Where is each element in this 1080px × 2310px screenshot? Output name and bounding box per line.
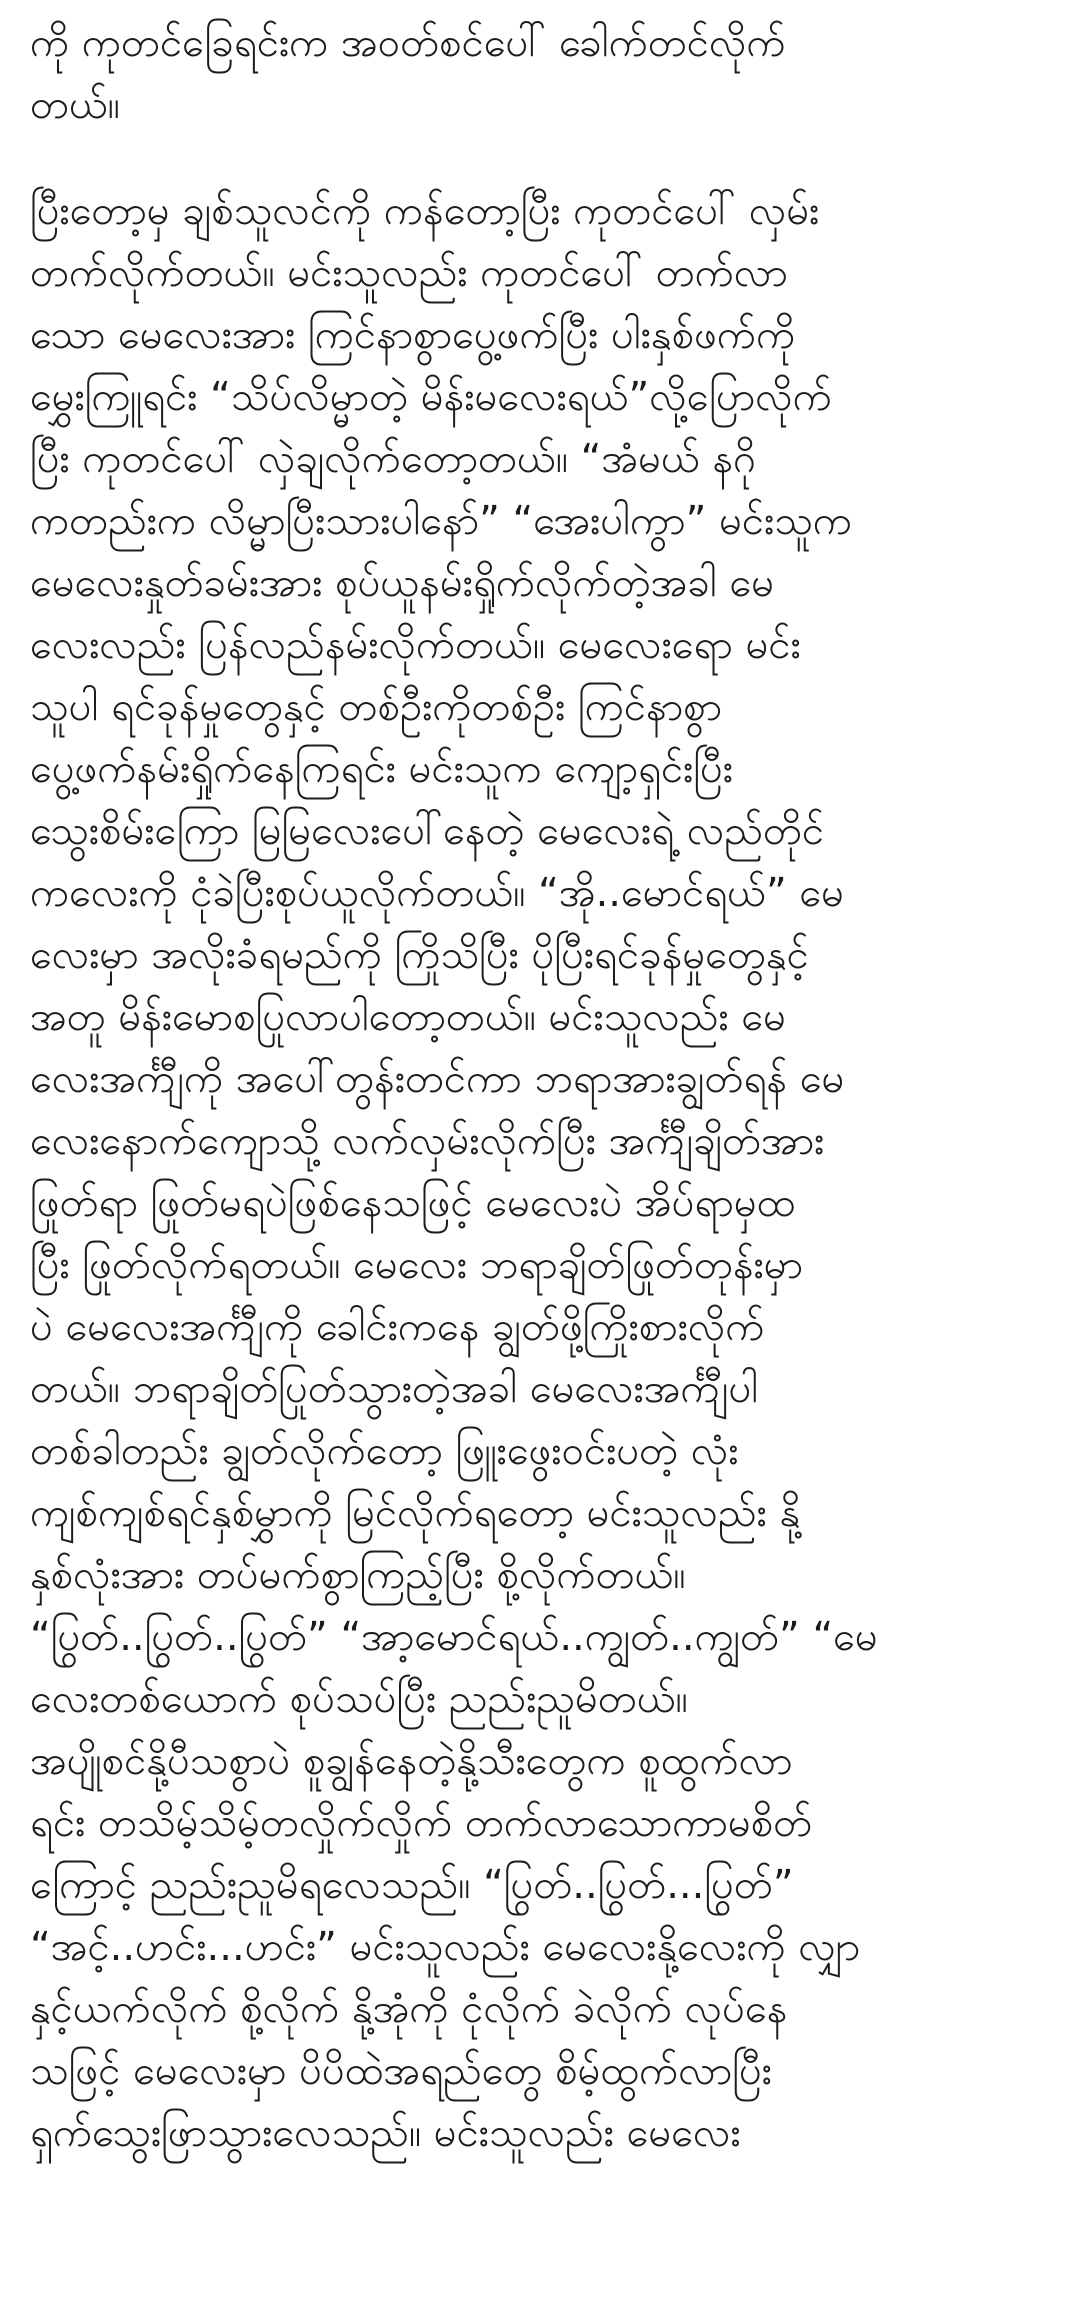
text-line: “အင့်..ဟင်း...ဟင်း” မင်းသူလည်း မေလေးနို့လေးကို လျှာ [30,1924,861,1970]
text-line: လေးတစ်ယောက် စုပ်သပ်ပြီး ညည်းညူမိတယ်။ [30,1676,688,1722]
text-line: ကတည်းက လိမ္မာပြီးသားပါနော်” “အေးပါကွာ” မင်းသူက [30,498,853,544]
text-line: “ပြွတ်..ပြွတ်..ပြွတ်” “အာ့မောင်ရယ်..ကျွတ်..ကျွတ်” “မေ [30,1614,878,1660]
text-line: အပျိုစင်နို့ပီသစွာပဲ စူချွန်နေတဲ့နို့သီးတွေက စူထွက်လာ [30,1738,793,1784]
text-line: ကျစ်ကျစ်ရင်နှစ်မွှာကို မြင်လိုက်ရတော့ မင်းသူလည်း နို့ [30,1490,801,1536]
text-line: ကို ကုတင်ခြေရင်းက အဝတ်စင်ပေါ် ခေါက်တင်လိုက် [30,20,786,66]
text-line: မေလေးနှုတ်ခမ်းအား စုပ်ယူနမ်းရှိုက်လိုက်တဲ့အခါ မေ [30,560,775,606]
text-line: ရှက်သွေးဖြာသွားလေသည်။ မင်းသူလည်း မေလေး [30,2110,741,2156]
text-line: တယ်။ ဘရာချိတ်ပြုတ်သွားတဲ့အခါ မေလေးအင်္ကျီပါ [30,1366,759,1412]
text-line: မွှေးကြူရင်း “သိပ်လိမ္မာတဲ့ မိန်းမလေးရယ်”လို့ပြောလိုက် [30,374,832,420]
paragraph-2 [30,180,1060,2164]
paragraph-1 [30,12,1060,136]
text-line: အတူ မိန်းမောစပြုလာပါတော့တယ်။ မင်းသူလည်း မေ [30,994,786,1040]
text-line: ပွေ့ဖက်နမ်းရှိုက်နေကြရင်း မင်းသူက ကျော့ရှင်းပြီး [30,746,734,792]
text-line: လေးနောက်ကျောသို့ လက်လှမ်းလိုက်ပြီး အင်္ကျီချိတ်အား [30,1118,825,1164]
text-line: လေးအင်္ကျီကို အပေါ်တွန်းတင်ကာ ဘရာအားချွတ်ရန် မေ [30,1056,845,1102]
text-line: သွေးစိမ်းကြော မြမြလေးပေါ်နေတဲ့ မေလေးရဲ့ လည်တိုင် [30,808,825,854]
text-line: ကလေးကို ငုံခဲပြီးစုပ်ယူလိုက်တယ်။ “အို..မောင်ရယ်” မေ [30,870,845,916]
text-line: သော မေလေးအား ကြင်နာစွာပွေ့ဖက်ပြီး ပါးနှစ်ဖက်ကို [30,312,796,358]
text-line: နှစ်လုံးအား တပ်မက်စွာကြည့်ပြီး စို့လိုက်တယ်။ [30,1552,686,1598]
text-line: တစ်ခါတည်း ချွတ်လိုက်တော့ ဖြူးဖွေးဝင်းပတဲ့ လုံး [30,1428,739,1474]
text-line: ပြီး ကုတင်ပေါ် လှဲချလိုက်တော့တယ်။ “အံမယ် နဂို [30,436,757,482]
text-line: တယ်။ [30,82,120,128]
text-line: သူပါ ရင်ခုန်မှုတွေနှင့် တစ်ဦးကိုတစ်ဦး ကြင်နာစွာ [30,684,723,730]
text-line: လေးမှာ အလိုးခံရမည်ကို ကြိုသိပြီး ပိုပြီးရင်ခုန်မှုတွေနှင့် [30,932,809,978]
text-line: ပဲ မေလေးအင်္ကျီကို ခေါင်းကနေ ချွတ်ဖို့ကြိုးစားလိုက် [30,1304,765,1350]
text-line: ပြီး ဖြုတ်လိုက်ရတယ်။ မေလေး ဘရာချိတ်ဖြုတ်တုန်းမှာ [30,1242,804,1288]
text-line: နှင့်ယက်လိုက် စို့လိုက် နို့အုံကို ငုံလိုက် ခဲလိုက် လုပ်နေ [30,1986,788,2032]
text-line: ရင်း တသိမ့်သိမ့်တလှိုက်လှိုက် တက်လာသောကာမစိတ် [30,1800,813,1846]
text-line: ပြီးတော့မှ ချစ်သူလင်ကို ကန်တော့ပြီး ကုတင်ပေါ် လှမ်း [30,188,820,234]
text-line: ဖြုတ်ရာ ဖြုတ်မရပဲဖြစ်နေသဖြင့် မေလေးပဲ အိပ်ရာမှထ [30,1180,796,1226]
text-line: တက်လိုက်တယ်။ မင်းသူလည်း ကုတင်ပေါ် တက်လာ [30,250,788,296]
text-line: ကြောင့် ညည်းညူမိရလေသည်။ “ပြွတ်..ပြွတ်...ပြွတ်” [30,1862,794,1908]
text-line: လေးလည်း ပြန်လည်နမ်းလိုက်တယ်။ မေလေးရော မင်း [30,622,801,668]
text-line: သဖြင့် မေလေးမှာ ပိပိထဲအရည်တွေ စိမ့်ထွက်လာပြီး [30,2048,772,2094]
